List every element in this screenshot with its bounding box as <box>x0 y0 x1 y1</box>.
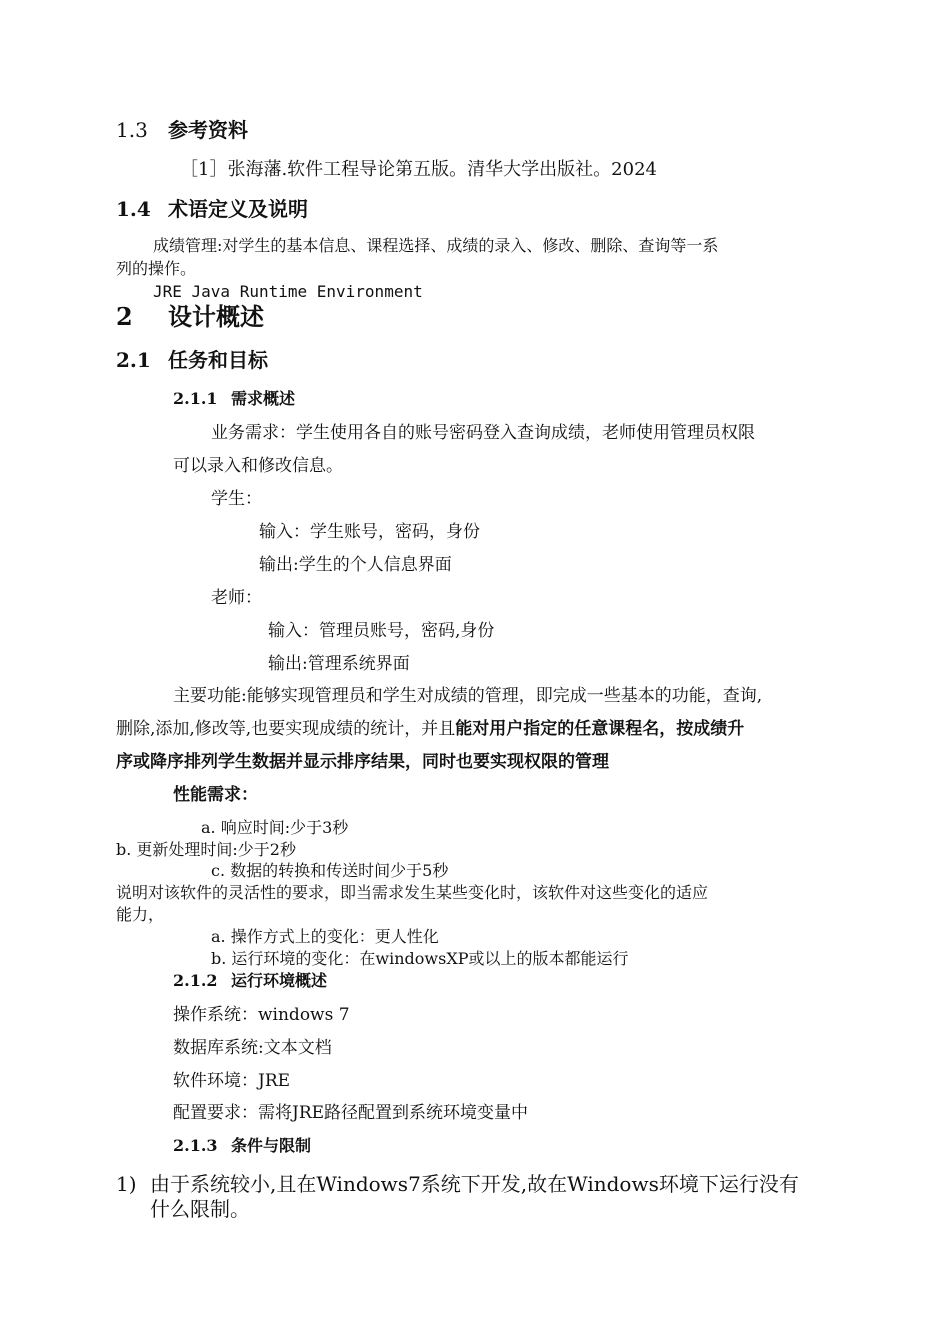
heading-number: 2 <box>116 302 133 331</box>
performance-label: 性能需求： <box>173 785 258 805</box>
env-os: 操作系统：windows 7 <box>173 1005 350 1025</box>
student-input: 输入：学生账号，密码，身份 <box>259 522 480 542</box>
business-requirement-line: 业务需求：学生使用各自的账号密码登入查询成绩，老师使用管理员权限 <box>211 423 755 443</box>
teacher-label: 老师： <box>211 588 262 608</box>
heading-1-4 <box>116 197 308 221</box>
flexibility-item: a. 操作方式上的变化：更人性化 <box>211 927 439 946</box>
heading-2-1-3 <box>173 1136 311 1155</box>
heading-title: 任务和目标 <box>168 348 268 372</box>
term-definition-jre: JRE Java Runtime Environment <box>153 282 423 301</box>
heading-2-1-1 <box>173 389 295 408</box>
flexibility-line: 说明对该软件的灵活性的要求，即当需求发生某些变化时，该软件对这些变化的适应 <box>116 883 709 902</box>
reference-item: ［1］张海藩.软件工程导论第五版。清华大学出版社。2024 <box>180 159 657 180</box>
term-definition-line: 成绩管理:对学生的基本信息、课程选择、成绩的录入、修改、删除、查询等一系 <box>153 236 719 255</box>
heading-title: 需求概述 <box>231 389 296 408</box>
heading-number: 2.1 <box>116 348 151 372</box>
heading-number: 2.1.2 <box>173 971 218 990</box>
business-requirement-line: 可以录入和修改信息。 <box>173 456 343 476</box>
student-label: 学生： <box>211 489 262 509</box>
main-function-text: 删除,添加,修改等,也要实现成绩的统计，并且 <box>116 719 456 739</box>
heading-title: 参考资料 <box>168 118 248 142</box>
main-function-emphasis: 能对用户指定的任意课程名，按成绩升 <box>455 719 745 739</box>
student-output: 输出:学生的个人信息界面 <box>259 555 452 575</box>
main-function-line: 主要功能:能够实现管理员和学生对成绩的管理，即完成一些基本的功能，查询, <box>173 686 763 706</box>
flexibility-line: 能力， <box>116 905 165 924</box>
performance-item: b. 更新处理时间:少于2秒 <box>116 840 296 859</box>
env-db: 数据库系统:文本文档 <box>173 1038 332 1058</box>
env-software: 软件环境：JRE <box>173 1071 291 1091</box>
heading-2-1-2 <box>173 971 327 990</box>
heading-2-1 <box>116 348 268 372</box>
term-definition-line: 列的操作。 <box>116 259 197 278</box>
heading-number: 1.4 <box>116 197 151 221</box>
flexibility-item: b. 运行环境的变化：在windowsXP或以上的版本都能运行 <box>211 949 629 968</box>
heading-number: 2.1.1 <box>173 389 218 408</box>
heading-2 <box>116 303 264 332</box>
constraint-item-number: 1) <box>116 1172 137 1196</box>
heading-number: 2.1.3 <box>173 1136 218 1155</box>
main-function-line <box>116 719 744 739</box>
heading-title: 运行环境概述 <box>231 971 328 990</box>
main-function-emphasis-line: 序或降序排列学生数据并显示排序结果，同时也要实现权限的管理 <box>116 752 609 772</box>
heading-title: 术语定义及说明 <box>168 197 308 221</box>
env-config: 配置要求：需将JRE路径配置到系统环境变量中 <box>173 1103 529 1123</box>
heading-title: 条件与限制 <box>231 1136 312 1155</box>
heading-title: 设计概述 <box>168 302 264 331</box>
heading-number: 1.3 <box>116 118 148 142</box>
constraint-item-line: 什么限制。 <box>150 1197 250 1221</box>
heading-1-3 <box>116 118 248 142</box>
teacher-output: 输出:管理系统界面 <box>268 654 410 674</box>
constraint-item-line: 由于系统较小,且在Windows7系统下开发,故在Windows环境下运行没有 <box>150 1172 799 1196</box>
teacher-input: 输入：管理员账号，密码,身份 <box>268 621 495 641</box>
performance-item: c. 数据的转换和传送时间少于5秒 <box>211 861 449 880</box>
performance-item: a. 响应时间:少于3秒 <box>201 818 349 837</box>
